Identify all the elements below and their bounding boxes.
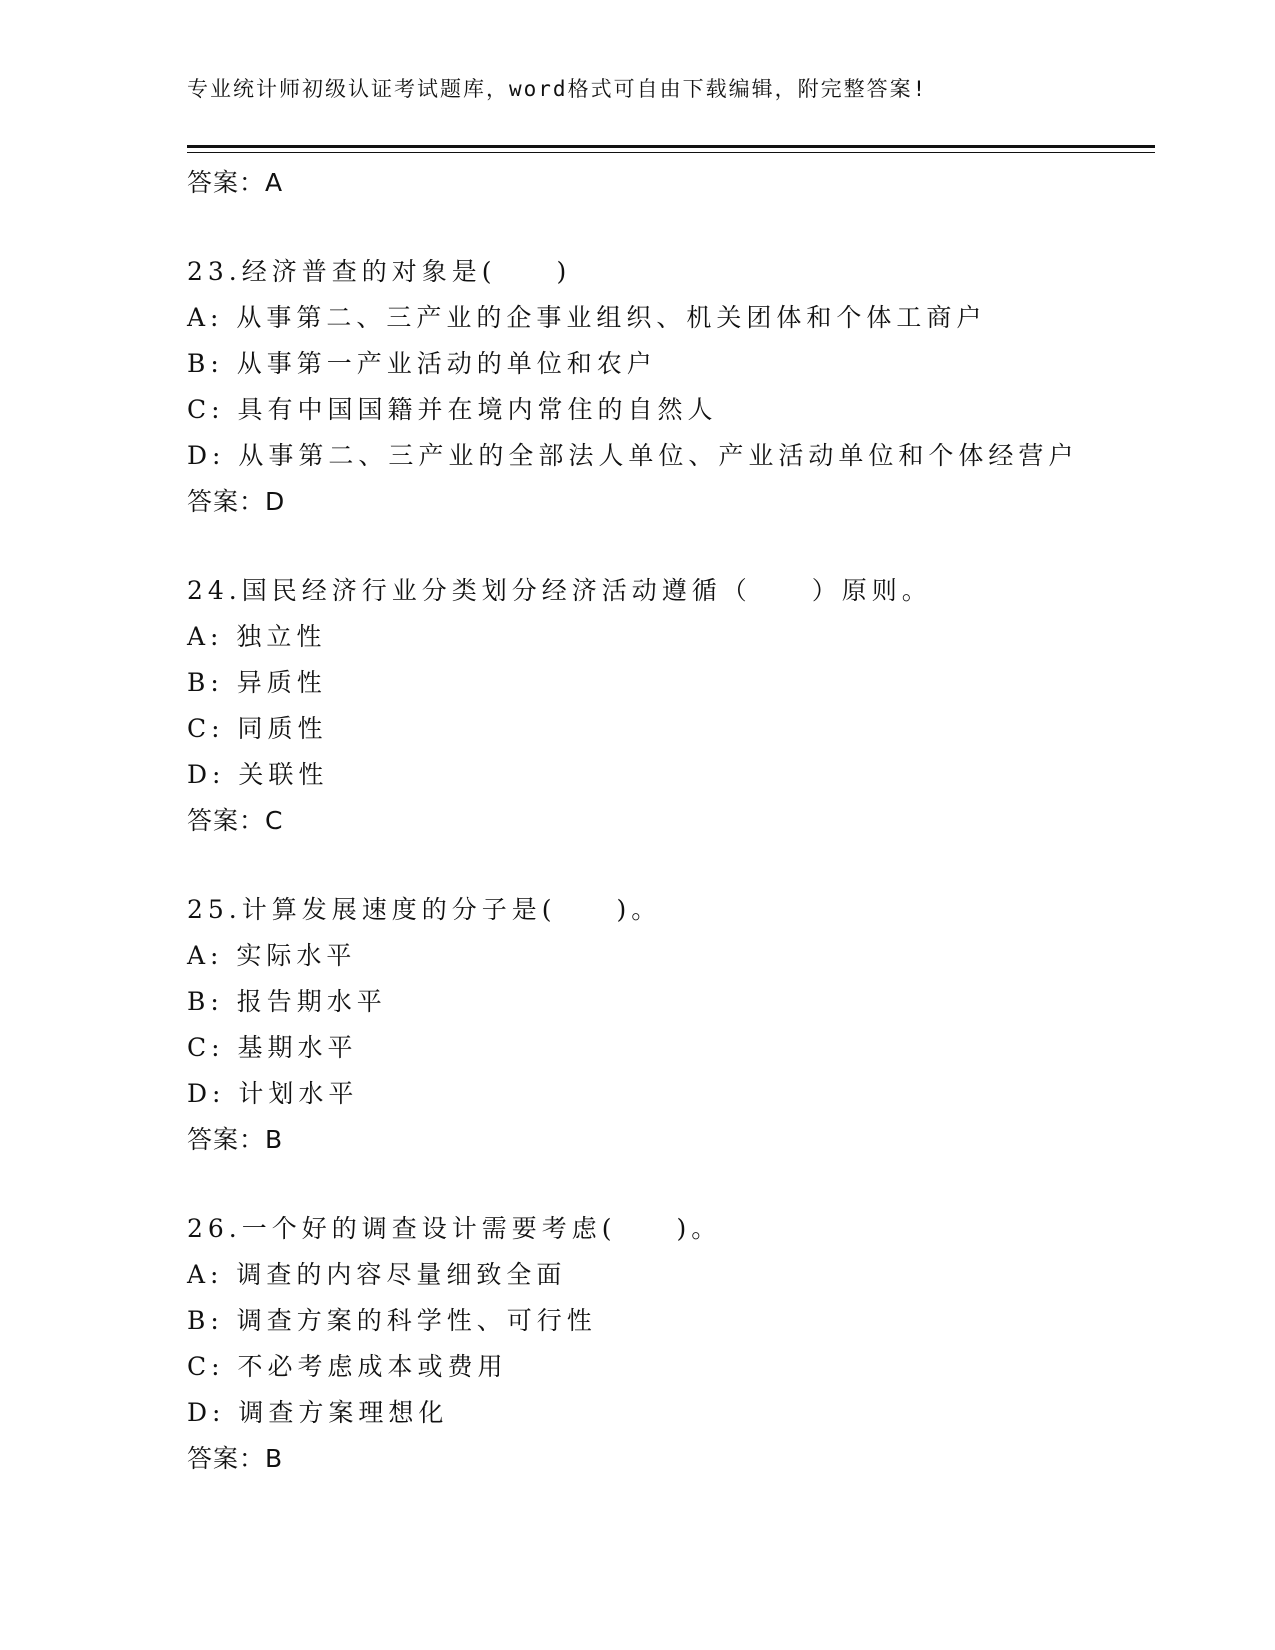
option-a: A: 从事第二、三产业的企事业组织、机关团体和个体工商户 [187,303,987,332]
page-header-text: 专业统计师初级认证考试题库，word格式可自由下载编辑，附完整答案! [187,77,928,101]
option-d: D: 关联性 [187,760,329,789]
spacer [187,206,1155,249]
option-d: D: 从事第二、三产业的全部法人单位、产业活动单位和个体经营户 [187,441,1079,470]
question-23 [187,249,1155,525]
question-24 [187,568,1155,844]
spacer [187,844,1155,887]
option-c: C: 具有中国国籍并在境内常住的自然人 [187,395,718,424]
answer-label: 答案：B [187,1125,284,1154]
question-stem: 25.计算发展速度的分子是( )。 [187,895,662,924]
question-26 [187,1206,1155,1482]
question-stem: 26.一个好的调查设计需要考虑( )。 [187,1214,722,1243]
answer-label: 答案：B [187,1444,284,1473]
option-d: D: 调查方案理想化 [187,1398,449,1427]
option-a: A: 实际水平 [187,941,357,970]
option-b: B: 调查方案的科学性、可行性 [187,1306,597,1335]
option-d: D: 计划水平 [187,1079,359,1108]
header-divider [187,145,1155,153]
answer-label: 答案：C [187,806,284,835]
previous-answer: 答案：A [187,168,284,197]
option-b: B: 异质性 [187,668,327,697]
option-c: C: 同质性 [187,714,328,743]
option-b: B: 报告期水平 [187,987,387,1016]
option-c: C: 基期水平 [187,1033,358,1062]
option-c: C: 不必考虑成本或费用 [187,1352,508,1381]
answer-label: 答案：D [187,487,286,516]
question-list [187,160,1155,1482]
question-25 [187,887,1155,1163]
option-b: B: 从事第一产业活动的单位和农户 [187,349,657,378]
option-a: A: 独立性 [187,622,327,651]
spacer [187,525,1155,568]
option-a: A: 调查的内容尽量细致全面 [187,1260,567,1289]
question-stem: 23.经济普查的对象是( ) [187,257,572,286]
spacer [187,1163,1155,1206]
question-stem: 24.国民经济行业分类划分经济活动遵循（ ）原则。 [187,576,932,605]
